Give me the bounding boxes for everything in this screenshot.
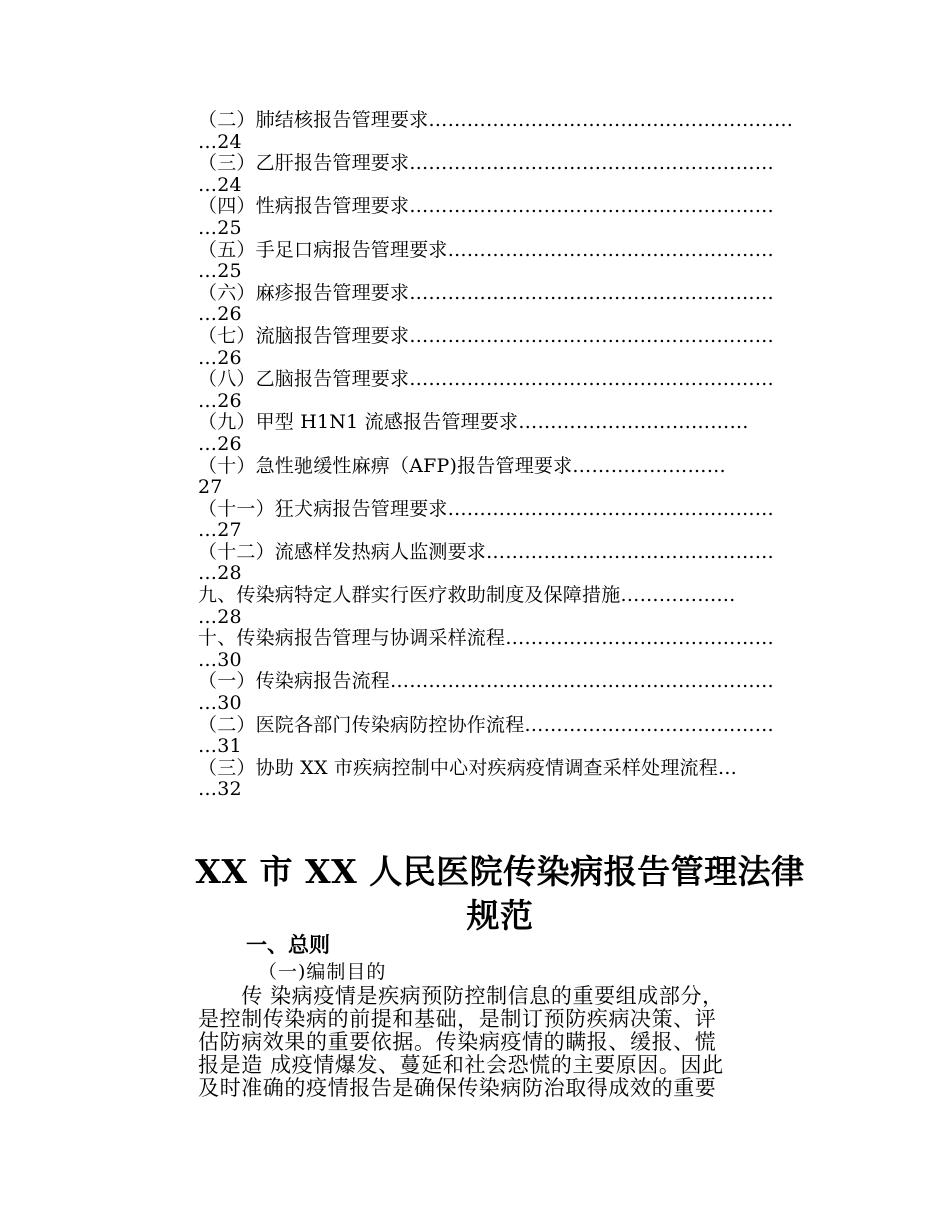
document-title-line-2: 规范 (466, 896, 534, 935)
toc-entry[interactable]: 十、传染病报告管理与协调采样流程…………………………………… (198, 628, 775, 650)
toc-page-number: …25 (198, 217, 242, 239)
toc-page-number: …26 (198, 304, 242, 326)
toc-page-number: …24 (198, 174, 242, 196)
table-of-contents (198, 110, 804, 801)
toc-entry[interactable]: （一）传染病报告流程…………………………………………………… (198, 671, 775, 693)
body-text-line: 传 染病疫情是疾病预防控制信息的重要组成部分， (198, 985, 724, 1008)
toc-page-number: …26 (198, 390, 242, 412)
body-text-line: 报是造 成疫情爆发、蔓延和社会恐慌的主要原因。因此 (198, 1054, 724, 1077)
toc-page-number: …32 (198, 779, 242, 801)
toc-page-number: …25 (198, 261, 242, 283)
toc-entry[interactable]: （十）急性驰缓性麻痹（AFP)报告管理要求…………………… (198, 455, 726, 477)
toc-entry[interactable]: （二）医院各部门传染病防控协作流程………………………………… (198, 714, 775, 736)
toc-page-number: …28 (198, 606, 242, 628)
document-title (190, 850, 810, 938)
toc-page-number: …30 (198, 649, 242, 671)
toc-page-number: …26 (198, 433, 242, 455)
toc-entry[interactable]: （十一）狂犬病报告管理要求…………………………………………… (198, 498, 775, 520)
toc-page-number: …27 (198, 520, 242, 542)
toc-entry[interactable]: （三）协助 XX 市疾病控制中心对疾病疫情调查采样处理流程… (198, 757, 738, 779)
toc-page-number: …24 (198, 131, 242, 153)
toc-page-number: …28 (198, 563, 242, 585)
toc-page-number: …26 (198, 347, 242, 369)
section-heading: 一、总则 (246, 933, 330, 957)
toc-entry[interactable]: 九、传染病特定人群实行医疗救助制度及保障措施……………… (198, 585, 736, 607)
toc-page-number: …31 (198, 736, 242, 758)
document-title-line-1: XX 市 XX 人民医院传染病报告管理法律 (195, 852, 805, 891)
toc-page-number: …30 (198, 693, 242, 715)
toc-entry[interactable]: （四）性病报告管理要求………………………………………………… (198, 196, 775, 218)
toc-entry[interactable]: （七）流脑报告管理要求………………………………………………… (198, 325, 775, 347)
body-text-line: 是控制传染病的前提和基础，是制订预防疾病决策、评 (198, 1008, 717, 1031)
toc-entry[interactable]: （二）肺结核报告管理要求………………………………………………… (198, 110, 794, 131)
toc-entry[interactable]: （十二）流感样发热病人监测要求……………………………………… (198, 541, 775, 563)
body-text-line: 及时准确的疫情报告是确保传染病防治取得成效的重要 (198, 1077, 717, 1100)
toc-entry[interactable]: （五）手足口病报告管理要求…………………………………………… (198, 239, 775, 261)
toc-entry[interactable]: （八）乙脑报告管理要求………………………………………………… (198, 369, 775, 391)
subsection-heading: （一)编制目的 (258, 961, 387, 983)
toc-entry[interactable]: （九）甲型 H1N1 流感报告管理要求……………………………… (198, 412, 749, 434)
body-text-line: 估防病效果的重要依据。传染病疫情的瞒报、缓报、慌 (198, 1031, 717, 1054)
toc-page-number: 27 (198, 477, 223, 499)
toc-entry[interactable]: （三）乙肝报告管理要求………………………………………………… (198, 153, 775, 175)
toc-entry[interactable]: （六）麻疹报告管理要求………………………………………………… (198, 282, 775, 304)
